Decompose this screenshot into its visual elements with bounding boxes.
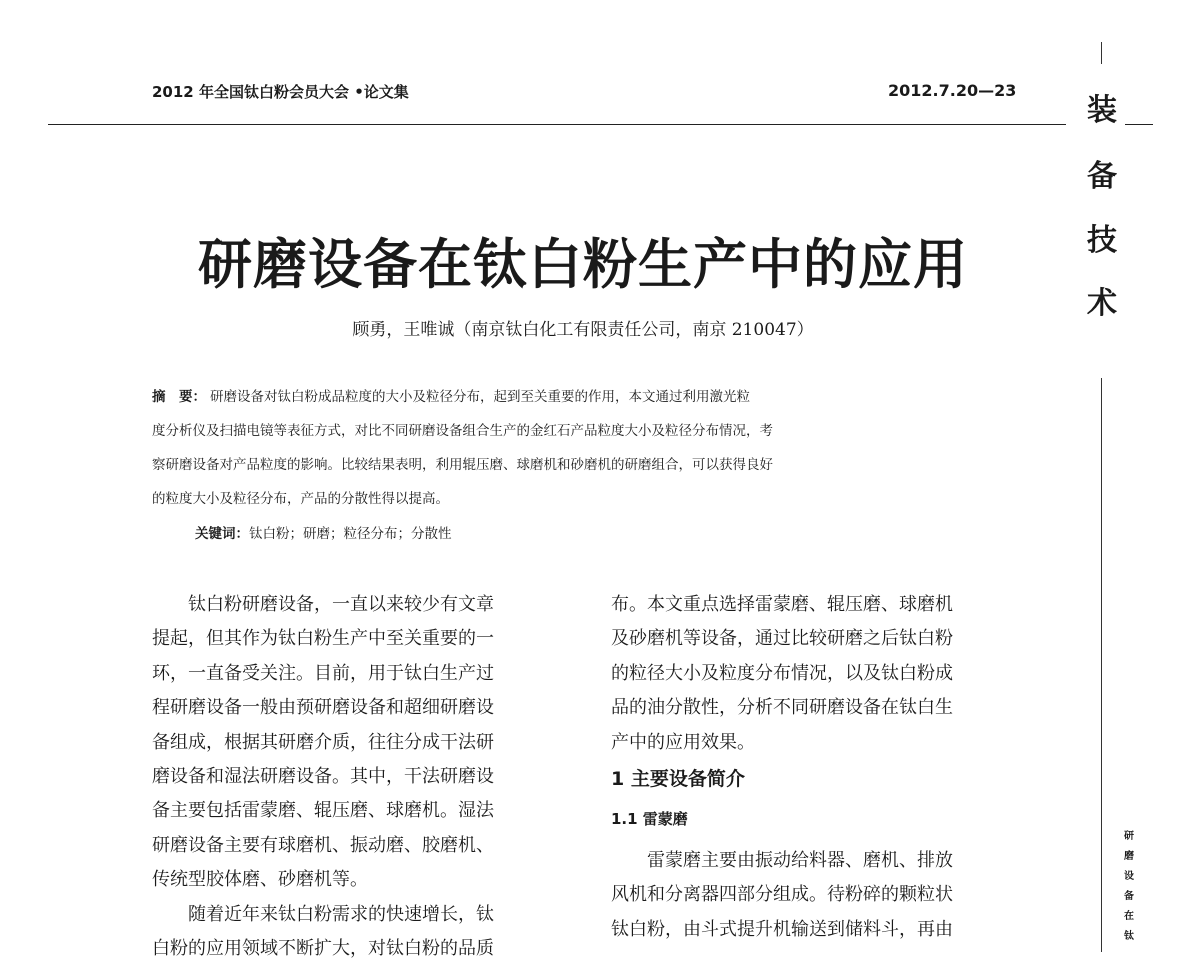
side-tab-char: 装 [1087, 93, 1117, 128]
running-header-date: 2012.7.20—23 [888, 81, 1017, 100]
abstract-label: 摘 要： [152, 389, 206, 405]
body-line: 提起，但其作为钛白粉生产中至关重要的一 [152, 628, 494, 650]
body-line: 环，一直备受关注。目前，用于钛白生产过 [152, 662, 494, 684]
body-line: 随着近年来钛白粉需求的快速增长，钛 [152, 903, 494, 925]
keywords [195, 522, 452, 542]
side-running-title-char: 磨 [1124, 851, 1134, 862]
side-divider [1101, 378, 1102, 952]
keywords-label: 关键词： [195, 526, 249, 542]
body-line: 产中的应用效果。 [611, 731, 755, 753]
body-column-left [152, 588, 567, 966]
body-line: 备主要包括雷蒙磨、辊压磨、球磨机。湿法 [152, 800, 494, 822]
paper-authors: 顾勇，王唯诚（南京钛白化工有限责任公司，南京 210047） [352, 320, 814, 340]
side-running-title-char: 研 [1124, 831, 1134, 842]
body-line: 传统型胶体磨、砂磨机等。 [152, 869, 368, 891]
abstract-line: 察研磨设备对产品粒度的影响。比较结果表明，利用辊压磨、球磨机和砂磨机的研磨组合，可以获得良好 [152, 457, 773, 473]
abstract-line: 的粒度大小及粒径分布，产品的分散性得以提高。 [152, 491, 449, 507]
side-running-title-char: 备 [1124, 891, 1134, 902]
body-line: 钛白粉，由斗式提升机输送到储料斗，再由 [611, 918, 953, 940]
side-tab-char: 技 [1087, 223, 1117, 258]
body-line: 风机和分离器四部分组成。待粉碎的颗粒状 [611, 884, 953, 906]
body-column-right [611, 588, 1031, 760]
abstract-text: 研磨设备对钛白粉成品粒度的大小及粒径分布，起到至关重要的作用，本文通过利用激光粒 [210, 389, 750, 405]
paper-title: 研磨设备在钛白粉生产中的应用 [198, 233, 968, 296]
body-line: 钛白粉研磨设备，一直以来较少有文章 [152, 594, 494, 615]
side-running-title-char: 钛 [1124, 931, 1134, 942]
side-tab-char: 备 [1087, 159, 1117, 194]
body-line: 备组成，根据其研磨介质，往往分成干法研 [152, 731, 494, 753]
abstract-line [152, 385, 750, 405]
side-running-title-char: 在 [1124, 911, 1134, 922]
running-header-left: 2012 年全国钛白粉会员大会 •论文集 [152, 83, 409, 101]
body-line: 的粒径大小及粒度分布情况，以及钛白粉成 [611, 662, 953, 684]
body-line: 白粉的应用领域不断扩大，对钛白粉的品质 [152, 938, 494, 960]
body-line: 及砂磨机等设备，通过比较研磨之后钛白粉 [611, 628, 953, 650]
keywords-text: 钛白粉；研磨；粒径分布；分散性 [249, 526, 452, 542]
body-line: 雷蒙磨主要由振动给料器、磨机、排放 [611, 850, 953, 871]
abstract-line: 度分析仪及扫描电镜等表征方式，对比不同研磨设备组合生产的金红石产品粒度大小及粒径分布情况，考 [152, 423, 773, 439]
body-column-right-continued [611, 844, 953, 947]
section-heading: 1 主要设备简介 [611, 768, 745, 790]
body-line: 程研磨设备一般由预研磨设备和超细研磨设 [152, 697, 494, 719]
body-line: 磨设备和湿法研磨设备。其中，干法研磨设 [152, 766, 494, 788]
body-line: 布。本文重点选择雷蒙磨、辊压磨、球磨机 [611, 594, 953, 615]
body-line: 品的油分散性，分析不同研磨设备在钛白生 [611, 697, 953, 719]
side-divider-top [1101, 42, 1102, 64]
body-line: 研磨设备主要有球磨机、振动磨、胶磨机、 [152, 834, 494, 856]
side-running-title-char: 设 [1124, 871, 1134, 882]
side-tab-char: 术 [1087, 286, 1117, 321]
subsection-heading: 1.1 雷蒙磨 [611, 810, 688, 828]
header-rule [48, 124, 1066, 125]
